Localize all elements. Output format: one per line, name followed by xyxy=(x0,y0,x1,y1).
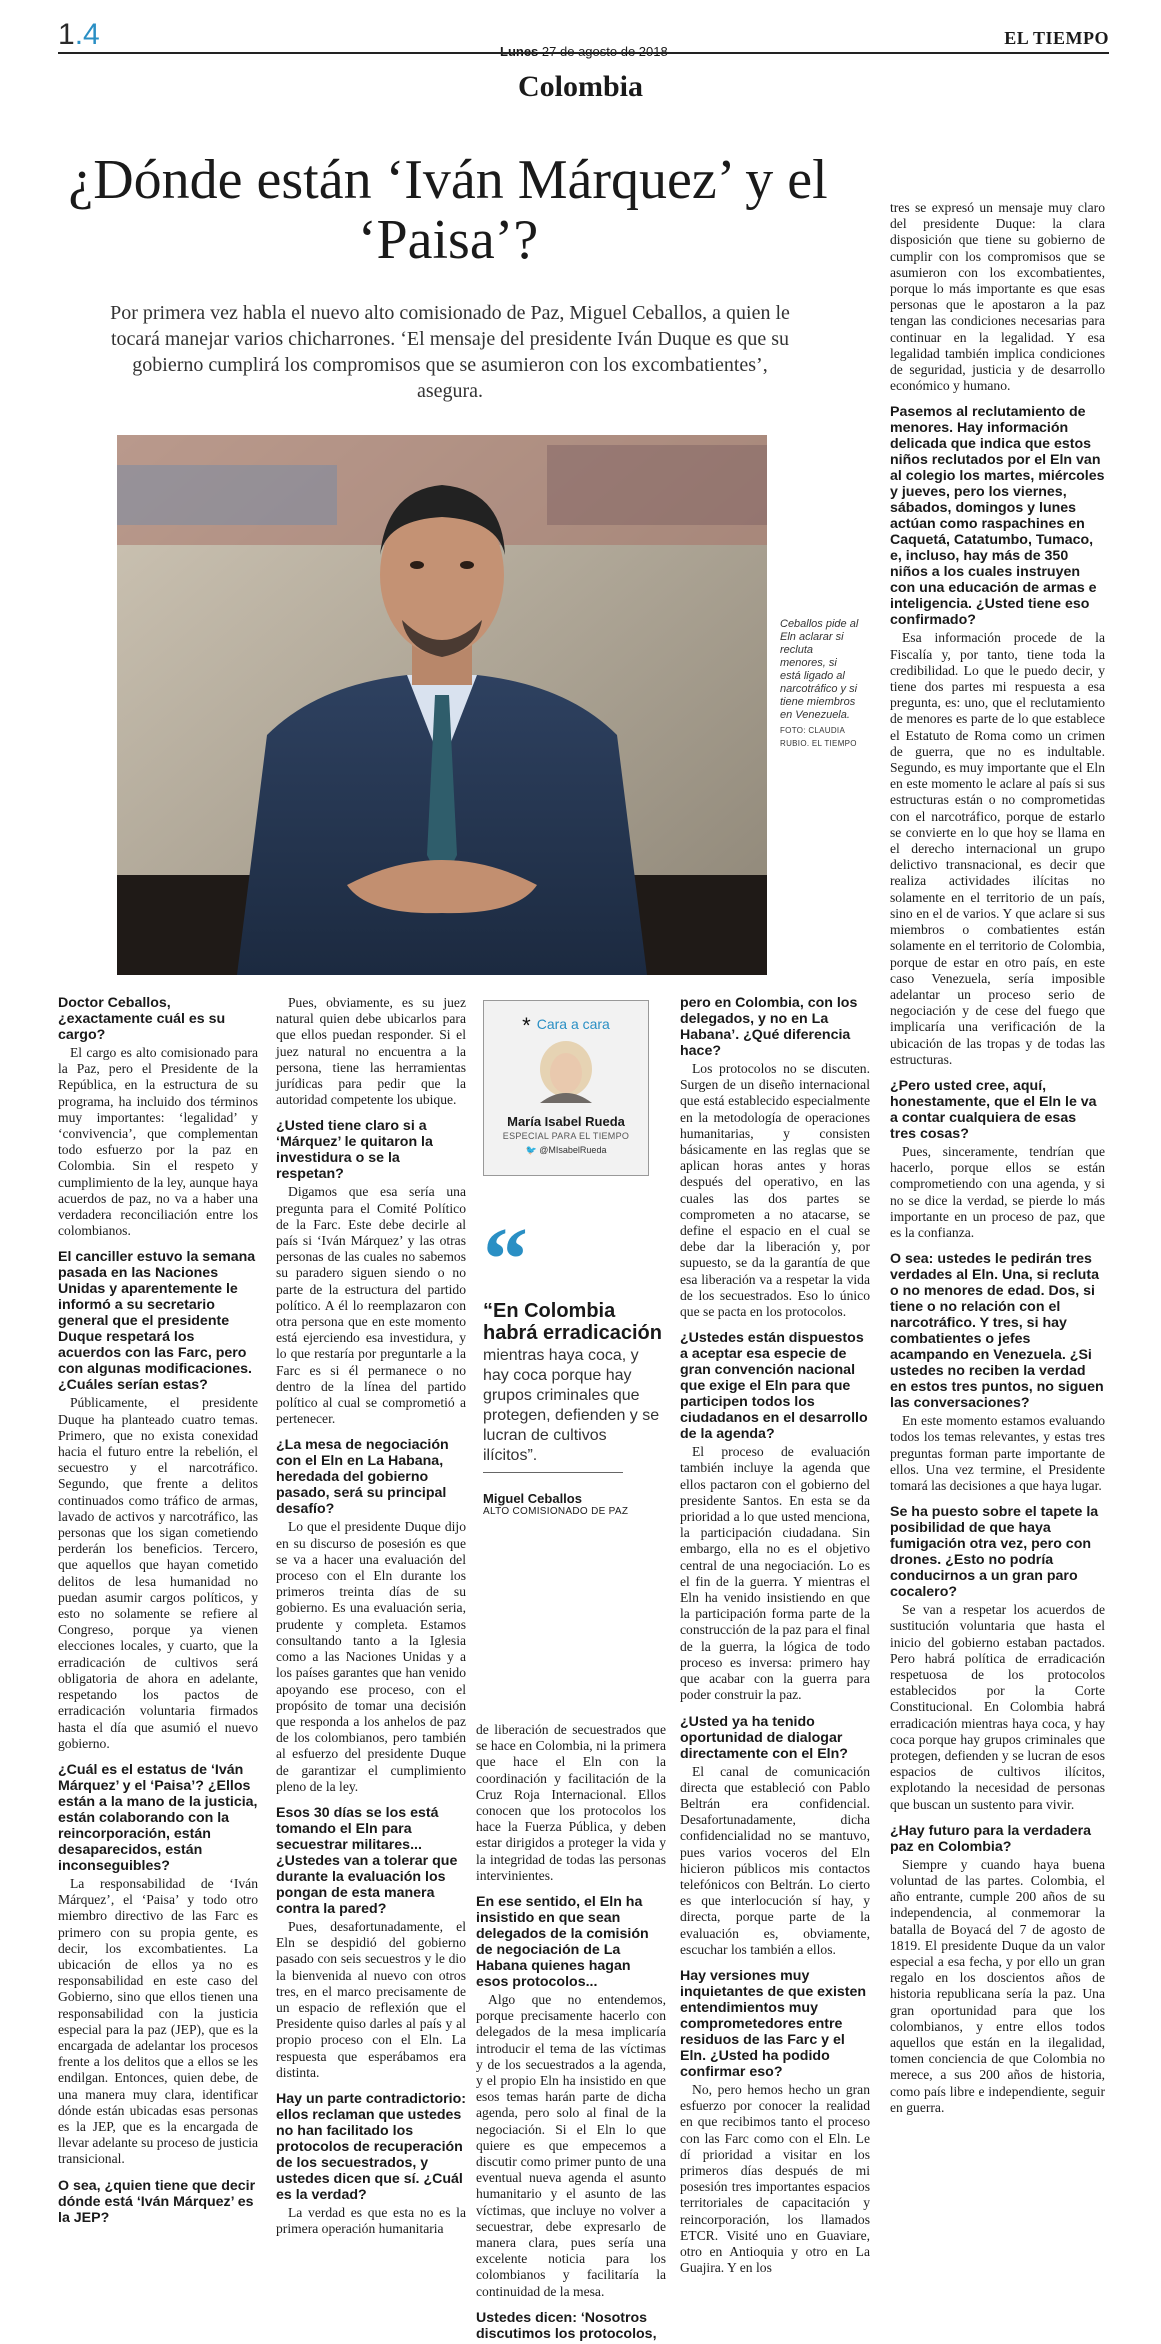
answer-paragraph: Digamos que esa sería una pregunta para el Comité Político de la Farc. Este debe decirle al país si ‘Iván Márquez’ y las otras personas de las cuales no sabemos su paradero siguen siendo o no parte de la estructura del partido político. A él lo reemplazaron con otra persona que en este momento está ejerciendo esa investidura, y lo que restaría por preguntarle a la Farc es si él permanece o no dentro de la línea del partido político al cual se comprometió a pertenecer. xyxy=(276,1184,466,1427)
answer-paragraph: Pues, obviamente, es su juez natural quien debe ubicarlos para que ellos puedan responder. Si el juez natural no encuentra a la persona, tiene las herramientas jurídicas para pedir que la autoridad competente los ubique. xyxy=(276,995,466,1108)
article-column-4 xyxy=(680,995,870,2276)
quote-mark-icon: “ xyxy=(483,1210,528,1309)
question-heading: ¿Usted tiene claro si a ‘Márquez’ le quitaron la investidura o se la respetan? xyxy=(276,1118,433,1183)
byline-box xyxy=(483,1000,649,1176)
answer-paragraph: Pues, sinceramente, tendrían que hacerlo, porque ellos se están comprometiendo con una agenda, y si no se dice la verdad, se pierde lo más importante en un proceso de paz, que es la confianza. xyxy=(890,1143,1105,1240)
pull-quote-name: Miguel Ceballos xyxy=(483,1491,582,1506)
newspaper-name: EL TIEMPO xyxy=(1004,28,1109,48)
header-rule xyxy=(58,52,1109,54)
portrait-photo xyxy=(117,435,767,975)
asterisk-icon: * xyxy=(522,1013,531,1038)
section-title: Colombia xyxy=(517,70,643,103)
question-heading: ¿Pero usted cree, aquí, honestamente, que el Eln le va a contar cualquiera de esas tres cosas? xyxy=(890,1077,1097,1142)
question-heading: ¿La mesa de negociación con el Eln en La Habana, heredada del gobierno pasado, será su principal desafío? xyxy=(276,1437,449,1518)
question-heading: Pasemos al reclutamiento de menores. Hay información delicada que indica que estos niños reclutados por el Eln van al colegio los martes, miércoles y jueves, pero los viernes, sábados, domingos y lunes actúan como raspachines en Caquetá, Catatumbo, Tumaco, e, incluso, hay más de 350 niños a los cuales instruyen con una educación de armas e inteligencia. ¿Usted tiene eso confirmado? xyxy=(890,404,1105,629)
question-heading: Se ha puesto sobre el tapete la posibilidad de que haya fumigación otra vez, pero con drones. ¿Esto no podría conducirnos a un gran paro cocalero? xyxy=(890,1504,1099,1601)
twitter-icon: 🐦 xyxy=(525,1145,537,1155)
answer-paragraph: Pues, desafortunadamente, el Eln se despidió del gobierno pasado con seis secuestros y le dio la bienvenida al nuevo con otros tres, en el marco precisamente de un espacio de reflexión que el Presidente quiso darles al país y al propio proceso con el Eln. La respuesta que esperábamos era distinta. xyxy=(276,1918,466,2080)
question-heading: En ese sentido, el Eln ha insistido en que sean delegados de la comisión de negociación de La Habana quienes hagan esos protocolos... xyxy=(476,1894,649,1991)
question-heading: El canciller estuvo la semana pasada en las Naciones Unidas y aparentemente le informó a su secretario general que el presidente Duque respetará los acuerdos con las Farc, pero con algunas modificaciones. ¿Cuáles serían estas? xyxy=(58,1249,256,1394)
answer-paragraph: El canal de comunicación directa que estableció con Pablo Beltrán era confidencial. Desafortunadamente, dicha confidencialidad no se mantuvo, pues varios voceros del Eln hicieron públicos mis contactos telefónicos con Beltrán. Lo cierto es que interlocución sí hay, y directa, porque parte de la evaluación es, obviamente, escuchar los también a ellos. xyxy=(680,1763,870,1957)
answer-paragraph: Siempre y cuando haya buena voluntad de las partes. Colombia, el año entrante, cumple 200 años de su independencia, al conmemorar la batalla de Boyacá del 7 de agosto de 1819. El presidente Duque da un valor especial a esa fecha, y por ello un gran regalo en los doscientos años de historia republicana sería la paz. Una gran oportunidad para que los colombianos, y entre ellos todos aquellos que están en la ilegalidad, tomen conciencia de que Colombia no merece, a sus 200 años de historia, como país libre e independiente, seguir en guerra. xyxy=(890,1856,1105,2115)
answer-paragraph: No, pero hemos hecho un gran esfuerzo por conocer la realidad en que recibimos tanto el proceso con las Farc como con el Eln. Le dí prioridad a visitar en los primeros días después de mi posesión tres importantes espacios territoriales de capacitación y reincorporación, los llamados ETCR. Visité uno en Guaviare, otro en Antioquia y otro en La Guajira. Y en los xyxy=(680,2081,870,2276)
answer-paragraph: La verdad es que esta no es la primera operación humanitaria xyxy=(276,2204,466,2237)
answer-paragraph: Algo que no entendemos, porque precisamente hacerlo con delegados de la mesa implicaría introducir el tema de las víctimas y de los secuestrados a la agenda, y el propio Eln ha insistido en que esos temas harán parte de dicha agenda, pero solo al final de la negociación. Si el Eln lo que quiere es que empecemos a discutir como primer punto de una eventual nueva agenda el asunto humanitario y el asunto de las víctimas, que incluye no volver a secuestrar, debe expresarlo de manera clara, pues sería una excelente noticia para los colombianos y facilitaría la continuidad de la mesa. xyxy=(476,1992,666,2299)
cara-a-cara-label: * Cara a cara xyxy=(522,1013,610,1038)
question-heading: ¿Cuál es el estatus de ‘Iván Márquez’ y el ‘Paisa’? ¿Ellos están a la mano de la justicia, están colaborando con la reincorporación, están desaparecidos, están inconseguibles? xyxy=(58,1761,258,1874)
author-portrait xyxy=(524,1039,608,1103)
article-column-3 xyxy=(476,1722,666,2344)
question-heading: pero en Colombia, con los delegados, y no en La Habana’. ¿Qué diferencia hace? xyxy=(680,995,858,1059)
question-heading: Hay versiones muy inquietantes de que existen entendimientos muy comprometedores entre residuos de las Farc y el Eln. ¿Usted ha podido confirmar eso? xyxy=(680,1967,867,2080)
article-deck: Por primera vez habla el nuevo alto comisionado de Paz, Miguel Ceballos, a quien le tocará manejar varios chicharrones. ‘El mensaje del presidente Iván Duque es que su gobierno cumplirá los compromisos que se asumieron con los excombatientes’, asegura. xyxy=(110,302,790,402)
pull-quote-text: mientras haya coca, y hay coca porque hay grupos criminales que protegen, defienden y se lucran de cultivos ilícitos”. xyxy=(483,1347,660,1464)
pull-quote-role: ALTO COMISIONADO DE PAZ xyxy=(483,1506,629,1517)
question-heading: Esos 30 días se los está tomando el Eln para secuestrar militares... ¿Ustedes van a tolerar que durante la evaluación los pongan de esta manera contra la pared? xyxy=(276,1804,458,1917)
page-number: 1.4 xyxy=(58,18,100,51)
question-heading: O sea: ustedes le pedirán tres verdades al Eln. Una, si recluta o no menores de edad. Dos, si tiene o no relación con el narcotráfico. Y tres, si hay combatientes o jefes acampando en Venezuela. ¿Si ustedes no reciben la verdad en estos tres puntos, no siguen las conversaciones? xyxy=(890,1251,1104,1412)
article-column-1 xyxy=(58,995,258,2228)
author-role: ESPECIAL PARA EL TIEMPO xyxy=(502,1131,630,1141)
question-heading: ¿Hay futuro para la verdadera paz en Colombia? xyxy=(890,1822,1092,1855)
article-headline: ¿Dónde están ‘Iván Márquez’ y el ‘Paisa’? xyxy=(68,149,828,271)
photo-caption: Ceballos pide al Eln aclarar si recluta menores, si está ligado al narcotráfico y si tiene miembros en Venezuela. FOTO: CLAUDIA RUBIO. EL TIEMPO xyxy=(780,618,859,748)
question-heading: ¿Ustedes están dispuestos a aceptar esa especie de gran convención nacional que exige el Eln para que participen todos los ciudadanos en el desarrollo de la agenda? xyxy=(680,1330,868,1443)
answer-paragraph: de liberación de secuestrados que se hace en Colombia, ni la primera que hace el Eln con la coordinación y facilitación de la Cruz Roja Internacional. Ellos conocen que los protocolos los hace la Fuerza Pública, y deben estar dirigidos a proteger la vida y la integridad de todas las personas intervinientes. xyxy=(476,1722,666,1883)
answer-paragraph: El proceso de evaluación también incluye la agenda que ellos pactaron con el gobierno del presidente Santos. En esta se da prioridad a lo que usted menciona, la participación ciudadana. Sin embargo, ella no es el objetivo central de una negociación. Lo es el fin de la guerra. Y mientras el Eln ha venido insistiendo en que la participación forma parte de la construcción de la paz para el final de la guerra, la lógica de todo proceso es inversa: primero hay que acabar con la guerra para poder construir la paz. xyxy=(680,1444,870,1703)
pull-quote-lead: “En Colombia habrá erradicación xyxy=(483,1300,662,1344)
answer-paragraph: El cargo es alto comisionado para la Paz, pero el Presidente de la República, en la estructura de su programa, ha incluido dos términos muy importantes: ‘legalidad’ y ‘convivencia’, que complementan todo esfuerzo por la paz en Colombia. Sin el respeto y cumplimiento de la ley, aunque haya acuerdos de paz, no va a haber una verdadera reconciliación entre los colombianos. xyxy=(58,1045,258,1239)
question-heading: ¿Usted ya ha tenido oportunidad de dialogar directamente con el Eln? xyxy=(680,1713,848,1762)
answer-paragraph: tres se expresó un mensaje muy claro del presidente Duque: la clara disposición que tiene su gobierno de cumplir con los compromisos que se asumieron con los excombatientes, porque lo más importante es que esas personas que le apostaron a la paz tengan las condiciones necesarias para continuar en la legalidad. Y esa legalidad también implica condiciones de seguridad, justicia y de desarrollo económico y humano. xyxy=(890,200,1105,394)
question-heading: Hay un parte contradictorio: ellos reclaman que ustedes no han facilitado los protocolos de recuperación de los secuestrados, y ustedes dicen que sí. ¿Cuál es la verdad? xyxy=(276,2090,466,2203)
question-heading: O sea, ¿quien tiene que decir dónde está ‘Iván Márquez’ es la JEP? xyxy=(58,2177,256,2226)
answer-paragraph: Lo que el presidente Duque dijo en su discurso de posesión es que se va a hacer una evaluación del proceso con el Eln durante los primeros treinta días de su gobierno. Es una evaluación seria, prudente y completa. Estamos consultando tanto a la Iglesia como a las Naciones Unidas y a los países garantes que han venido apoyando ese proceso, con el propósito de tomar una decisión que responda a los anhelos de paz de los colombianos, pero también al esfuerzo del presidente Duque de garantizar el cumplimiento pleno de la ley. xyxy=(276,1519,466,1794)
article-column-5 xyxy=(890,200,1105,2116)
answer-paragraph: Públicamente, el presidente Duque ha planteado cuatro temas. Primero, que no exista conexidad hacia el futuro entre la rebelión, el secuestro y el narcotráfico. Segundo, que frente a delitos continuados como tráfico de armas, lavado de activos y narcotráfico, las personas que los sigan cometiendo perderán los beneficios. Tercero, que aquellos que hayan cometido delitos de lesa humanidad no puedan asumir cargos políticos, y esto no solamente se refiere al Congreso, porque ya vienen elecciones locales, y cuarto, que la erradicación de cultivos será obligatoria de ahora en adelante, respetando los pactos de erradicación voluntaria firmados hasta el día que asumió el nuevo gobierno. xyxy=(58,1395,258,1751)
question-heading: Ustedes dicen: ‘Nosotros discutimos los protocolos, xyxy=(476,2309,657,2342)
photo-credit: FOTO: CLAUDIA RUBIO. EL TIEMPO xyxy=(780,726,857,748)
pull-quote-divider xyxy=(483,1472,623,1473)
answer-paragraph: La responsabilidad de ‘Iván Márquez’, el ‘Paisa’ y todo otro miembro directivo de las Farc es primero con su propia gente, es decir, los excombatientes. La ubicación de ellos ya no es responsabilidad en este caso del Gobierno, sino que ellos tienen una responsabilidad con la justicia especial para la paz (JEP), que es la encargada de adelantar los procesos frente a los delitos que a ellos se les endilgan. Entonces, quien debe, de una manera muy clara, identificar dónde están ubicadas esas personas es la JEP, que es la encargada de llevar adelante su proceso de justicia transicional. xyxy=(58,1875,258,2167)
answer-paragraph: En este momento estamos evaluando todos los temas relevantes, y estas tres preguntas forman parte importante de ellos. Una vez termine, el Presidente tomará las decisiones a que haya lugar. xyxy=(890,1413,1105,1493)
pull-quote xyxy=(483,1300,663,1517)
author-twitter: 🐦 @MIsabelRueda xyxy=(525,1145,607,1155)
question-heading: Doctor Ceballos, ¿exactamente cuál es su cargo? xyxy=(58,995,226,1043)
answer-paragraph: Esa información procede de la Fiscalía y, por tanto, tiene toda la credibilidad. Lo que le puedo decir, y tiene dos partes mi respuesta a esa pregunta, es: uno, que el reclutamiento de menores es parte de lo que establece el Estatuto de Roma como un crimen de guerra, que no es indultable. Segundo, es muy importante que el Eln en este momento le aclare al país si sus estructuras están o no comprometidas con el narcotráfico, porque de estarlo se convierte en lo que hoy se llama en el derecho internacional un grupo delictivo transnacional, es decir que realiza actividades ilícitas no solamente en el territorio de un país, sino en el de varios. Y que aclare si sus miembros o combatientes están solamente en el territorio de Colombia, porque de estar en otro país, en este caso Venezuela, sería imposible adelantar un proceso serio de negociación y de cese del fuego que implicaría una verificación de la ubicación de las tropas y de todas las estructuras. xyxy=(890,630,1105,1067)
answer-paragraph: Los protocolos no se discuten. Surgen de un diseño internacional que está establecido especialmente en la metodología de operaciones humanitarias, y consisten básicamente en las reglas que se aplican horas antes y horas después del operativo, en las cuales las dos partes se comprometen a no atacarse, se define el espacio en el cual se debe dar la liberación y, por supuesto, se da la garantía de que esa liberación va a respetar la vida de los secuestrados. Eso lo único que se pacta en los protocolos. xyxy=(680,1061,870,1320)
article-column-2 xyxy=(276,995,466,2237)
answer-paragraph: Se van a respetar los acuerdos de sustitución voluntaria que hasta el inicio del gobierno estaban pactados. Pero habrá política de erradicación respetuosa de los protocolos establecidos por la Corte Constitucional. En Colombia habrá erradicación mientras haya coca, y hay coca porque hay grupos criminales que protegen, defienden y se lucran de esos espacios de cultivos ilícitos, explotando la necesidad de personas que buscan un sustento para vivir. xyxy=(890,1602,1105,1812)
author-name: María Isabel Rueda xyxy=(507,1114,625,1129)
